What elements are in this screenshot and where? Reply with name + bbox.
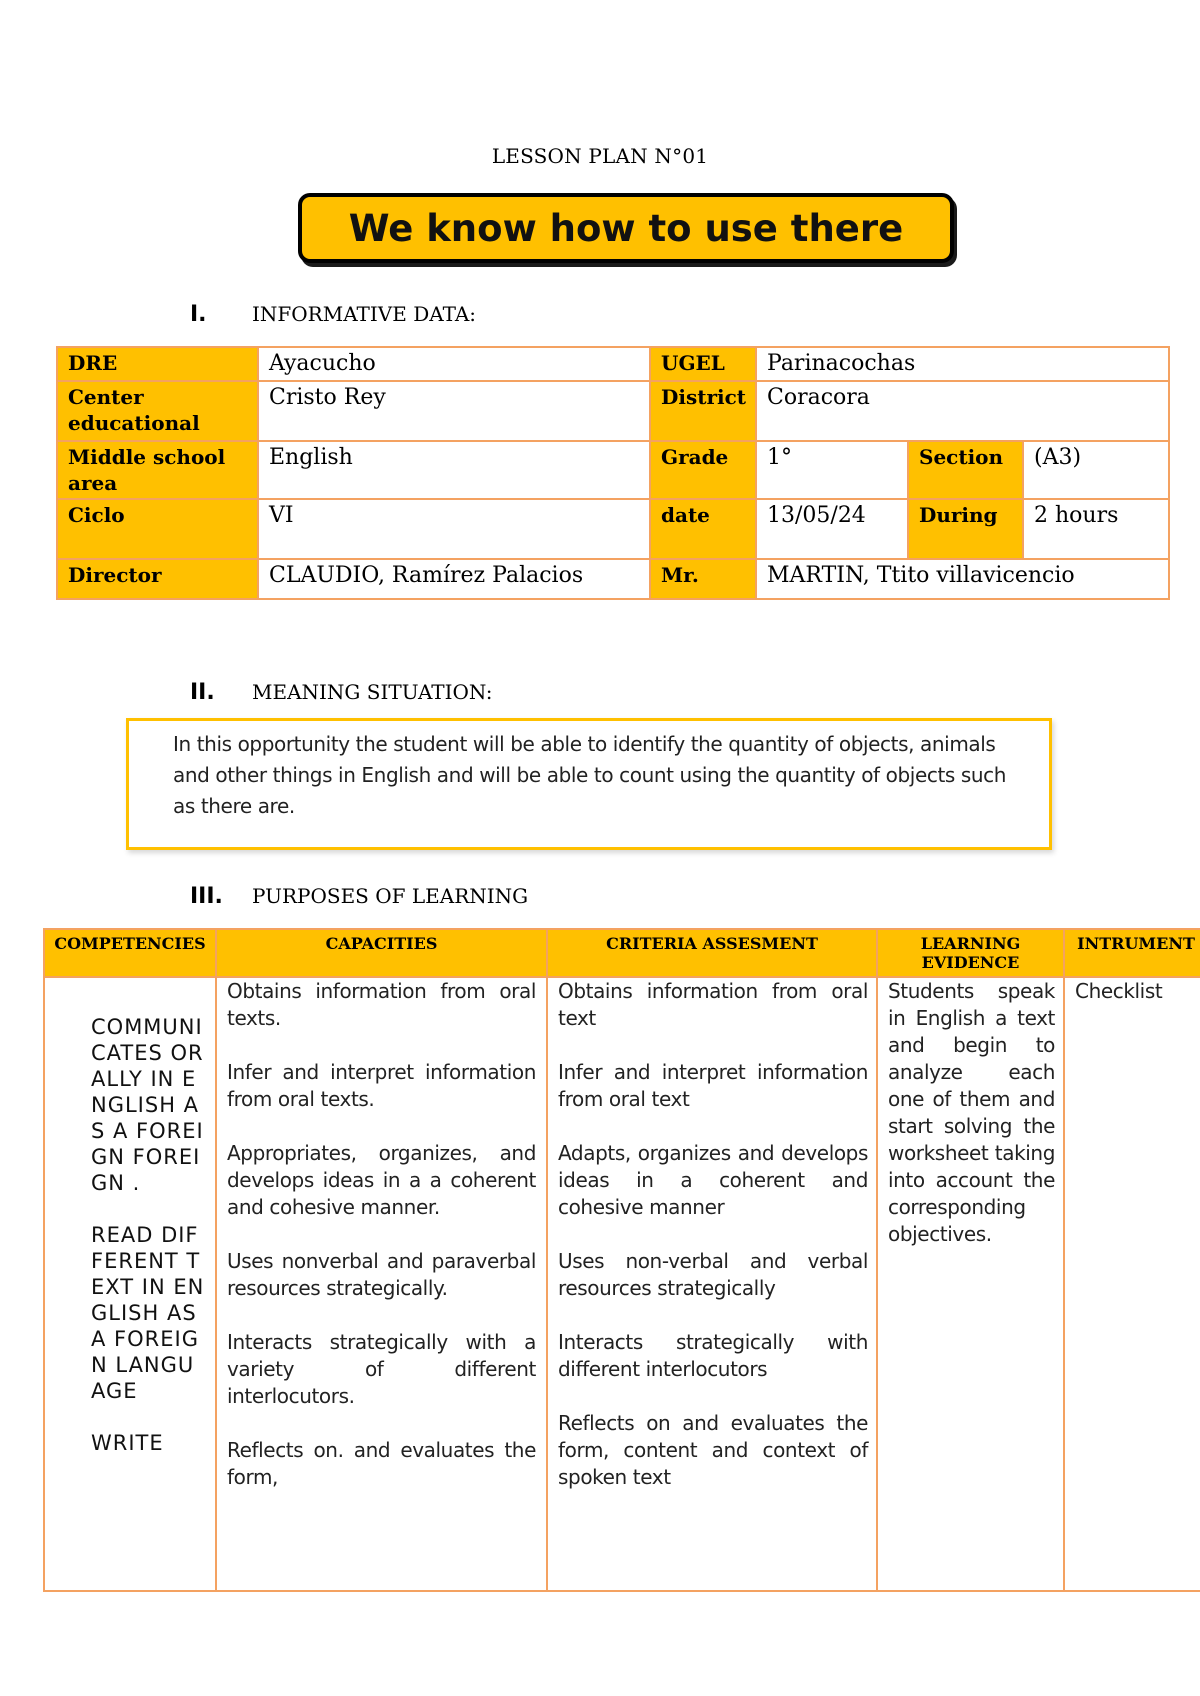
meaning-situation-box <box>126 718 1052 850</box>
ugel-label: UGEL <box>650 347 756 381</box>
column-header-competencies: COMPETENCIES <box>44 929 216 977</box>
table-row <box>57 499 1169 559</box>
section-1-heading <box>190 302 476 327</box>
capacity-item: Interacts strategically with a variety of different interlocutors. <box>227 1330 536 1409</box>
center-label: Center educational <box>57 381 258 441</box>
district-label: District <box>650 381 756 441</box>
criteria-cell <box>547 977 877 1591</box>
section-3-title: PURPOSES OF LEARNING <box>252 884 529 908</box>
evidence-cell <box>877 977 1064 1591</box>
column-header-capacities: CAPACITIES <box>216 929 547 977</box>
center-value: Cristo Rey <box>258 381 650 441</box>
date-value: 13/05/24 <box>756 499 908 559</box>
capacity-item: Uses nonverbal and paraverbal resources strategically. <box>227 1249 536 1301</box>
criteria-item: Adapts, organizes and develops ideas in a coherent and cohesive manner <box>558 1141 868 1220</box>
dre-label: DRE <box>57 347 258 381</box>
table-row <box>57 347 1169 381</box>
mr-value: MARTIN, Ttito villavicencio <box>756 559 1169 599</box>
purposes-table <box>43 928 1200 1592</box>
meaning-situation-text: In this opportunity the student will be able to identify the quantity of objects, animals and other things in English and will be able to count using the quantity of objects such as there are. <box>173 732 1007 818</box>
during-value: 2 hours <box>1023 499 1169 559</box>
section-1-number: I. <box>190 302 207 327</box>
director-value: CLAUDIO, Ramírez Palacios <box>258 559 650 599</box>
competencies-cell <box>44 977 216 1591</box>
director-label: Director <box>57 559 258 599</box>
ugel-value: Parinacochas <box>756 347 1169 381</box>
ciclo-label: Ciclo <box>57 499 258 559</box>
section-label: Section <box>908 441 1023 499</box>
dre-value: Ayacucho <box>258 347 650 381</box>
instrument-text: Checklist <box>1075 979 1163 1004</box>
table-row <box>57 559 1169 599</box>
column-header-evidence: LEARNING EVIDENCE <box>877 929 1064 977</box>
date-label: date <box>650 499 756 559</box>
table-row <box>57 441 1169 499</box>
title-banner <box>298 193 954 263</box>
area-label: Middle school area <box>57 441 258 499</box>
title-banner-text: We know how to use there <box>348 206 904 250</box>
table-header-row <box>44 929 1200 977</box>
capacities-cell <box>216 977 547 1591</box>
mr-label: Mr. <box>650 559 756 599</box>
area-value: English <box>258 441 650 499</box>
informative-data-table <box>56 346 1170 600</box>
criteria-item: Obtains information from oral text <box>558 979 868 1031</box>
criteria-item: Reflects on and evaluates the form, content and context of spoken text <box>558 1411 868 1490</box>
grade-value: 1° <box>756 441 908 499</box>
grade-label: Grade <box>650 441 756 499</box>
competency-item: COMMUNICATES ORALLY IN ENGLISH AS A FOREIGN FOREIGN . <box>91 1015 204 1196</box>
evidence-text: Students speak in English a text and begin to analyze each one of them and start solving the worksheet taking into account the corresponding objectives. <box>888 979 1055 1247</box>
capacity-item: Reflects on. and evaluates the form, <box>227 1438 536 1490</box>
section-2-title: MEANING SITUATION: <box>252 680 493 704</box>
section-1-title: INFORMATIVE DATA: <box>252 302 477 326</box>
section-3-number: III. <box>190 884 223 909</box>
table-row <box>44 977 1200 1591</box>
competency-item: WRITE <box>91 1431 164 1456</box>
district-value: Coracora <box>756 381 1169 441</box>
section-value: (A3) <box>1023 441 1169 499</box>
criteria-item: Infer and interpret information from oral text <box>558 1060 868 1112</box>
competency-item: READ DIFFERENT TEXT IN ENGLISH AS A FOREIGN LANGUAGE <box>91 1223 205 1404</box>
ciclo-value: VI <box>258 499 650 559</box>
capacity-item: Appropriates, organizes, and develops ideas in a a coherent and cohesive manner. <box>227 1141 536 1220</box>
during-label: During <box>908 499 1023 559</box>
column-header-criteria: CRITERIA ASSESMENT <box>547 929 877 977</box>
capacity-item: Obtains information from oral texts. <box>227 979 536 1031</box>
column-header-instrument: INTRUMENT <box>1064 929 1200 977</box>
table-row <box>57 381 1169 441</box>
section-2-heading <box>190 680 492 705</box>
section-2-number: II. <box>190 680 215 705</box>
capacity-item: Infer and interpret information from oral texts. <box>227 1060 536 1112</box>
lesson-plan-title: LESSON PLAN N°01 <box>491 144 709 168</box>
criteria-item: Interacts strategically with different interlocutors <box>558 1330 868 1382</box>
criteria-item: Uses non-verbal and verbal resources strategically <box>558 1249 868 1301</box>
section-3-heading <box>190 884 528 909</box>
instrument-cell <box>1064 977 1200 1591</box>
